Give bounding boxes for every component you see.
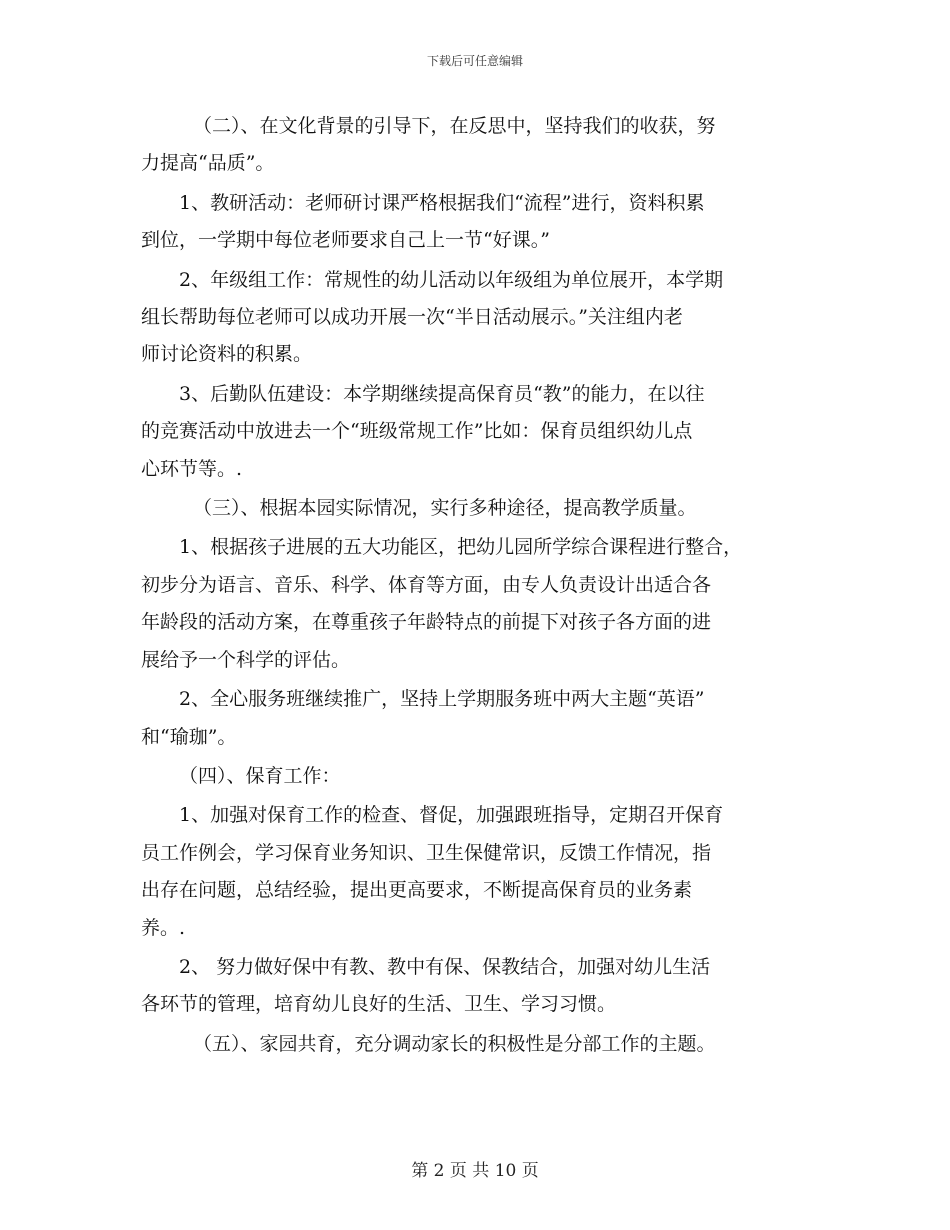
paragraph (141, 949, 831, 1024)
paragraph-line: 展给予一个科学的评估。 (141, 648, 351, 671)
paragraph (141, 529, 831, 679)
paragraph-line: 的竞赛活动中放进去一个“班级常规工作”比如：保育员组织幼儿点 (141, 420, 693, 443)
paragraph (141, 1026, 831, 1063)
paragraph-line: 和“瑜珈”。 (141, 725, 237, 748)
paragraph (141, 376, 831, 488)
paragraph-line: 心环节等。. (141, 457, 243, 480)
paragraph-line: 力提高“品质”。 (141, 152, 275, 175)
paragraph-line: 组长帮助每位老师可以成功开展一次“半日活动展示。”关注组内老 (141, 306, 683, 329)
paragraph (141, 681, 831, 756)
paragraph (141, 758, 831, 795)
paragraph (141, 490, 831, 527)
paragraph-line: 2、 努力做好保中有教、教中有保、保教结合，加强对幼儿生活 (179, 955, 711, 978)
paragraph-line: 1、加强对保育工作的检查、督促，加强跟班指导，定期召开保育 (179, 804, 724, 827)
paragraph-line: 年龄段的活动方案，在尊重孩子年龄特点的前提下对孩子各方面的进 (141, 611, 712, 634)
paragraph (141, 108, 831, 183)
paragraph-line: 各环节的管理，培育幼儿良好的生活、卫生、学习习惯。 (141, 993, 617, 1016)
paragraph-line: 2、年级组工作：常规性的幼儿活动以年级组为单位展开，本学期 (179, 268, 724, 291)
paragraph-line: 2、全心服务班继续推广，坚持上学期服务班中两大主题“英语” (179, 688, 705, 711)
paragraph-line: 出存在问题，总结经验，提出更高要求，不断提高保育员的业务素 (141, 879, 693, 902)
document-body (141, 108, 831, 1065)
paragraph-line: 到位，一学期中每位老师要求自己上一节“好课。” (141, 229, 550, 252)
paragraph (141, 797, 831, 947)
paragraph-line: （四）、保育工作： (179, 764, 341, 787)
page-header: 下载后可任意编辑 (426, 54, 523, 68)
paragraph-line: 初步分为语言、音乐、科学、体育等方面，由专人负责设计出适合各 (141, 573, 712, 596)
paragraph-line: 师讨论资料的积累。 (141, 343, 313, 366)
paragraph-line: 1、根据孩子进展的五大功能区，把幼儿园所学综合课程进行整合， (179, 536, 743, 559)
paragraph-line: 员工作例会，学习保育业务知识、卫生保健常识，反馈工作情况，指 (141, 841, 712, 864)
paragraph-line: （三）、根据本园实际情况，实行多种途径，提高教学质量。 (193, 497, 697, 520)
page-footer: 第 2 页 共 10 页 (411, 1161, 539, 1181)
paragraph-line: 3、后勤队伍建设：本学期继续提高保育员“教”的能力，在以往 (179, 382, 705, 405)
paragraph-line: 养。. (141, 916, 186, 939)
paragraph (141, 262, 831, 374)
paragraph-line: 1、教研活动：老师研讨课严格根据我们“流程”进行，资料积累 (179, 191, 705, 214)
paragraph-line: （五）、家园共育，充分调动家长的积极性是分部工作的主题。 (193, 1032, 716, 1055)
paragraph (141, 185, 831, 260)
paragraph-line: （二）、在文化背景的引导下，在反思中，坚持我们的收获，努 (193, 115, 716, 137)
